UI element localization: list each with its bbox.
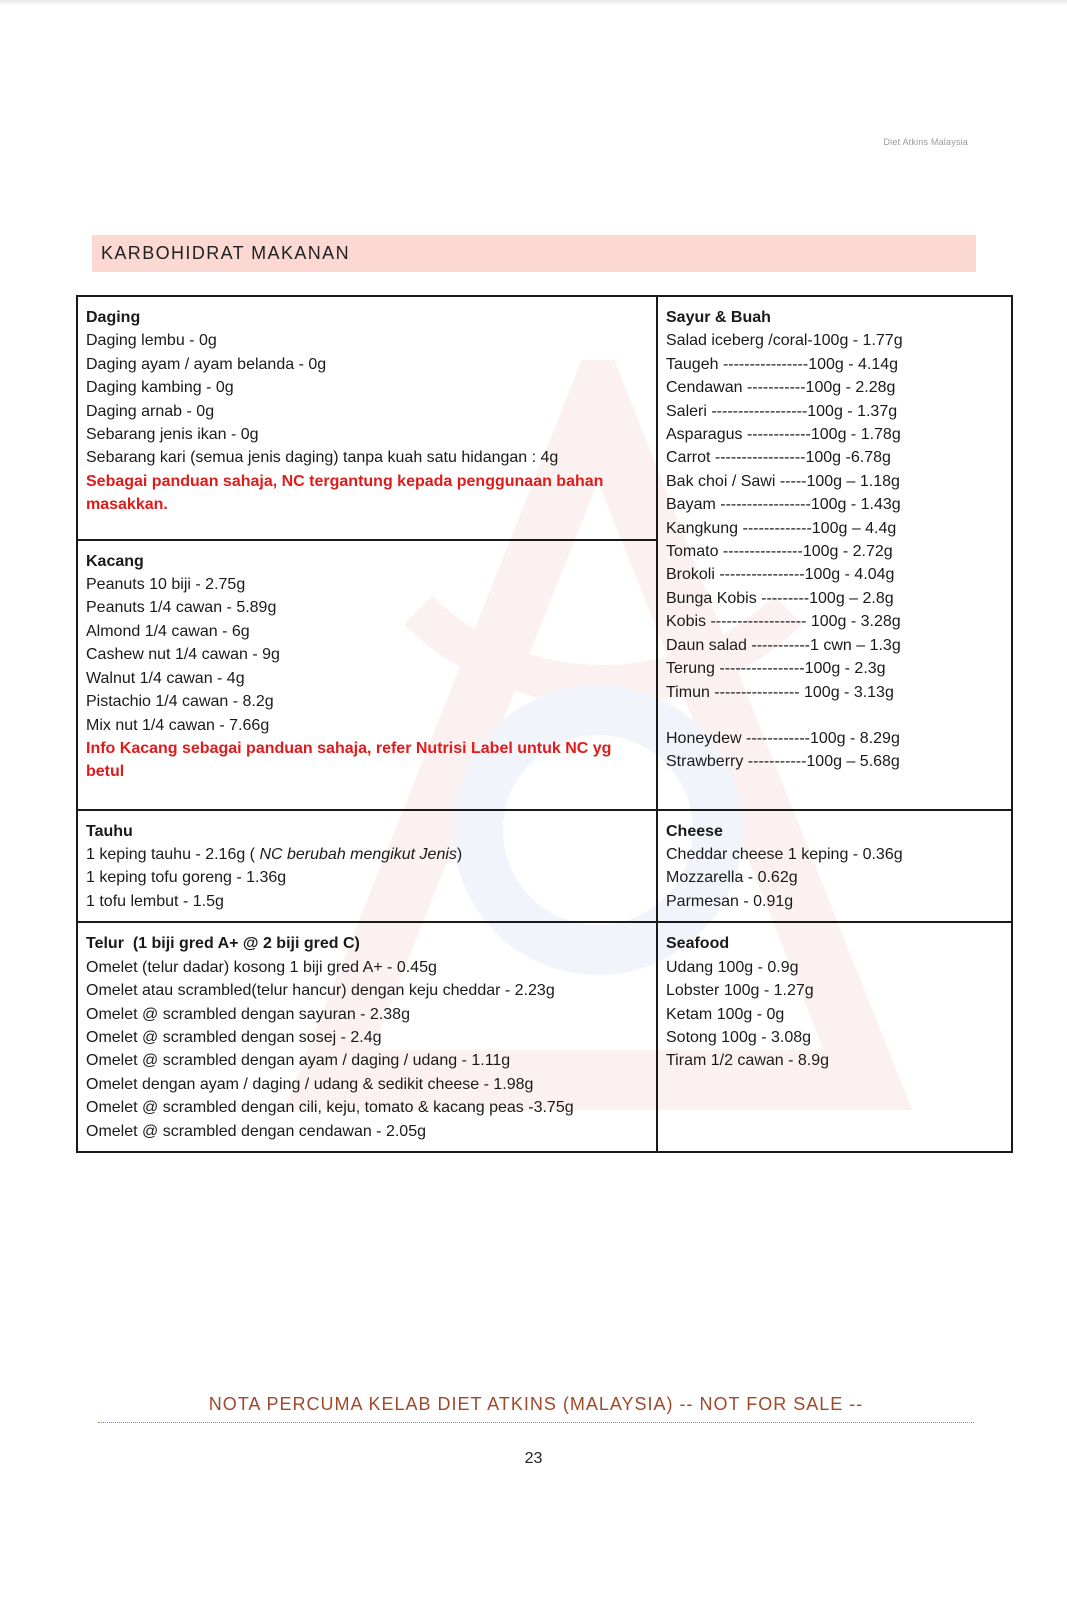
list-item: Walnut 1/4 cawan - 4g — [86, 669, 245, 687]
list-item: Parmesan - 0.91g — [666, 892, 794, 910]
page-number: 23 — [524, 1450, 543, 1467]
heading-daging: Daging — [86, 309, 141, 326]
cell-kacang — [77, 540, 657, 810]
list-item: Daging ayam / ayam belanda - 0g — [86, 355, 327, 373]
heading-cheese: Cheese — [666, 822, 723, 840]
list-item: Pistachio 1/4 cawan - 8.2g — [86, 693, 274, 711]
note-daging: Sebagai panduan sahaja, NC tergantung kepada penggunaan bahan masakkan. — [86, 472, 604, 514]
list-item: Tiram 1/2 cawan - 8.9g — [666, 1052, 830, 1070]
list-item: Kobis ------------------ 100g - 3.28g — [666, 613, 901, 631]
cell-sayur-buah — [657, 296, 1012, 810]
list-item: Daging lembu - 0g — [86, 332, 217, 350]
heading-sayur-buah: Sayur & Buah — [666, 309, 771, 326]
list-item: Daun salad -----------1 cwn – 1.3g — [666, 636, 901, 654]
footer-divider — [98, 1422, 974, 1423]
heading-kacang: Kacang — [86, 552, 144, 570]
list-item: Sebarang kari (semua jenis daging) tanpa kuah satu hidangan : 4g — [86, 449, 559, 467]
cell-telur — [77, 922, 657, 1152]
list-item: Asparagus ------------100g - 1.78g — [666, 426, 901, 444]
list-item: Almond 1/4 cawan - 6g — [86, 622, 250, 640]
list-item: Carrot -----------------100g -6.78g — [666, 449, 891, 467]
list-item: Bayam -----------------100g - 1.43g — [666, 496, 901, 514]
list-item: Omelet @ scrambled dengan sosej - 2.4g — [86, 1028, 382, 1046]
cell-daging — [77, 296, 657, 540]
list-item: Sotong 100g - 3.08g — [666, 1028, 812, 1046]
carb-table — [76, 295, 1013, 1153]
list-item: Omelet @ scrambled dengan cili, keju, tomato & kacang peas -3.75g — [86, 1099, 574, 1117]
list-item: Sebarang jenis ikan - 0g — [86, 426, 259, 444]
list-item: Cendawan -----------100g - 2.28g — [666, 379, 896, 397]
footer-note: NOTA PERCUMA KELAB DIET ATKINS (MALAYSIA) -- NOT FOR SALE -- — [208, 1394, 864, 1414]
section-title: KARBOHIDRAT MAKANAN — [92, 235, 976, 272]
list-item: Cashew nut 1/4 cawan - 9g — [86, 646, 280, 664]
running-header: Diet Atkins Malaysia — [883, 137, 968, 147]
heading-seafood: Seafood — [666, 935, 730, 953]
list-item: Omelet @ scrambled dengan ayam / daging / udang - 1.11g — [86, 1052, 511, 1070]
list-item: Mix nut 1/4 cawan - 7.66g — [86, 716, 270, 734]
list-item: Omelet atau scrambled(telur hancur) dengan keju cheddar - 2.23g — [86, 982, 555, 1000]
heading-telur: Telur (1 biji gred A+ @ 2 biji gred C) — [86, 935, 360, 953]
list-item: Bunga Kobis ---------100g – 2.8g — [666, 589, 894, 607]
list-item: Daging kambing - 0g — [86, 379, 234, 397]
list-item: Timun ---------------- 100g - 3.13g — [666, 683, 894, 701]
list-item: Terung ----------------100g - 2.3g — [666, 660, 886, 678]
list-item: Udang 100g - 0.9g — [666, 958, 799, 976]
list-item: Bak choi / Sawi -----100g – 1.18g — [666, 472, 900, 490]
list-item: Salad iceberg /coral-100g - 1.77g — [666, 332, 903, 350]
list-item: Strawberry -----------100g – 5.68g — [666, 753, 900, 771]
cell-seafood — [657, 922, 1012, 1152]
list-item: Lobster 100g - 1.27g — [666, 982, 814, 1000]
list-item: 1 keping tauhu - 2.16g ( NC berubah mengikut Jenis) — [86, 846, 463, 864]
list-item: 1 tofu lembut - 1.5g — [86, 892, 224, 910]
list-item: Mozzarella - 0.62g — [666, 869, 798, 887]
list-item: Taugeh ----------------100g - 4.14g — [666, 355, 899, 373]
list-item: Daging arnab - 0g — [86, 402, 215, 420]
list-item: Omelet (telur dadar) kosong 1 biji gred A+ - 0.45g — [86, 958, 437, 976]
heading-tauhu: Tauhu — [86, 822, 133, 840]
list-item: Honeydew ------------100g - 8.29g — [666, 729, 900, 747]
list-item: Omelet @ scrambled dengan sayuran - 2.38g — [86, 1005, 410, 1023]
list-item: Peanuts 1/4 cawan - 5.89g — [86, 599, 277, 617]
page-top-edge — [0, 0, 1067, 6]
list-item: Omelet @ scrambled dengan cendawan - 2.05g — [86, 1122, 426, 1140]
list-item: 1 keping tofu goreng - 1.36g — [86, 869, 287, 887]
list-item: Brokoli ----------------100g - 4.04g — [666, 566, 895, 584]
list-item: Cheddar cheese 1 keping - 0.36g — [666, 846, 903, 864]
list-item: Omelet dengan ayam / daging / udang & sedikit cheese - 1.98g — [86, 1075, 534, 1093]
list-item: Ketam 100g - 0g — [666, 1005, 785, 1023]
cell-tauhu — [77, 810, 657, 923]
list-item: Peanuts 10 biji - 2.75g — [86, 576, 246, 594]
note-kacang: Info Kacang sebagai panduan sahaja, refer Nutrisi Label untuk NC yg betul — [86, 739, 612, 781]
cell-cheese — [657, 810, 1012, 923]
list-item: Saleri ------------------100g - 1.37g — [666, 402, 898, 420]
list-item: Kangkung -------------100g – 4.4g — [666, 519, 897, 537]
list-item: Tomato ---------------100g - 2.72g — [666, 543, 893, 561]
